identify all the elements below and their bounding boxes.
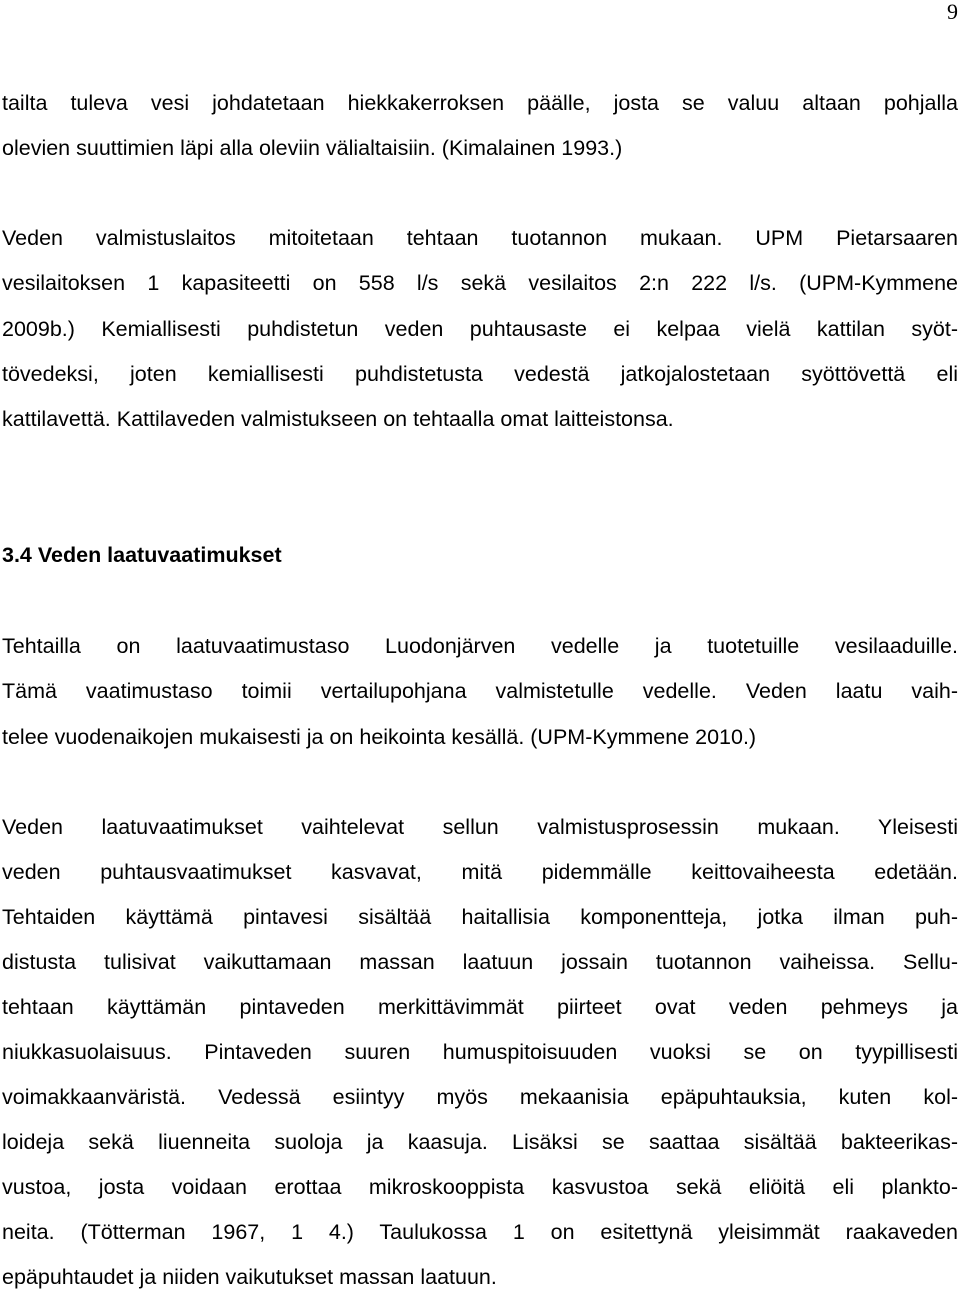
paragraph-line: Veden valmistuslaitos mitoitetaan tehtaan tuotannon mukaan. UPM Pietarsaaren (2, 226, 958, 250)
paragraph-line: telee vuodenaikojen mukaisesti ja on heikointa kesällä. (UPM-Kymmene 2010.) (2, 725, 757, 749)
paragraph-line: tailta tuleva vesi johdatetaan hiekkakerroksen päälle, josta se valuu altaan pohjalla (2, 91, 958, 115)
paragraph-line: loideja sekä liuenneita suoloja ja kaasuja. Lisäksi se saattaa sisältää bakteerikas- (2, 1130, 958, 1154)
page-number: 9 (947, 0, 958, 24)
paragraph-line: Tehtaiden käyttämä pintavesi sisältää haitallisia komponentteja, jotka ilman puh- (2, 905, 958, 929)
paragraph-line: tövedeksi, joten kemiallisesti puhdistetusta vedestä jatkojalostetaan syöttövettä eli (2, 362, 958, 386)
paragraph-line: olevien suuttimien läpi alla oleviin välialtaisiin. (Kimalainen 1993.) (2, 136, 623, 160)
paragraph-line: veden puhtausvaatimukset kasvavat, mitä pidemmälle keittovaiheesta edetään. (2, 860, 958, 884)
paragraph-line: vustoa, josta voidaan erottaa mikroskooppista kasvustoa sekä eliöitä eli plankto- (2, 1175, 958, 1199)
paragraph-line: 2009b.) Kemiallisesti puhdistetun veden puhtausaste ei kelpaa vielä kattilan syöt- (2, 317, 958, 341)
paragraph-line: kattilavettä. Kattilaveden valmistukseen on tehtaalla omat laitteistonsa. (2, 407, 674, 431)
section-heading: 3.4 Veden laatuvaatimukset (2, 543, 282, 567)
paragraph-line: tehtaan käyttämän pintaveden merkittävimmät piirteet ovat veden pehmeys ja (2, 995, 958, 1019)
paragraph-line: Veden laatuvaatimukset vaihtelevat sellun valmistusprosessin mukaan. Yleisesti (2, 815, 958, 839)
paragraph-line: vesilaitoksen 1 kapasiteetti on 558 l/s sekä vesilaitos 2:n 222 l/s. (UPM-Kymmene (2, 271, 958, 295)
paragraph-line: Tehtailla on laatuvaatimustaso Luodonjärven vedelle ja tuotetuille vesilaaduille. (2, 634, 958, 658)
paragraph-line: niukkasuolaisuus. Pintaveden suuren humuspitoisuuden vuoksi se on tyypillisesti (2, 1040, 958, 1064)
paragraph-line: Tämä vaatimustaso toimii vertailupohjana valmistetulle vedelle. Veden laatu vaih- (2, 679, 958, 703)
paragraph-line: neita. (Tötterman 1967, 1 4.) Taulukossa 1 on esitettynä yleisimmät raakaveden (2, 1220, 958, 1244)
paragraph-line: distusta tulisivat vaikuttamaan massan laatuun jossain tuotannon vaiheissa. Sellu- (2, 950, 958, 974)
paragraph-line: epäpuhtaudet ja niiden vaikutukset massan laatuun. (2, 1265, 497, 1289)
paragraph-line: voimakkaanväristä. Vedessä esiintyy myös mekaanisia epäpuhtauksia, kuten kol- (2, 1085, 958, 1109)
